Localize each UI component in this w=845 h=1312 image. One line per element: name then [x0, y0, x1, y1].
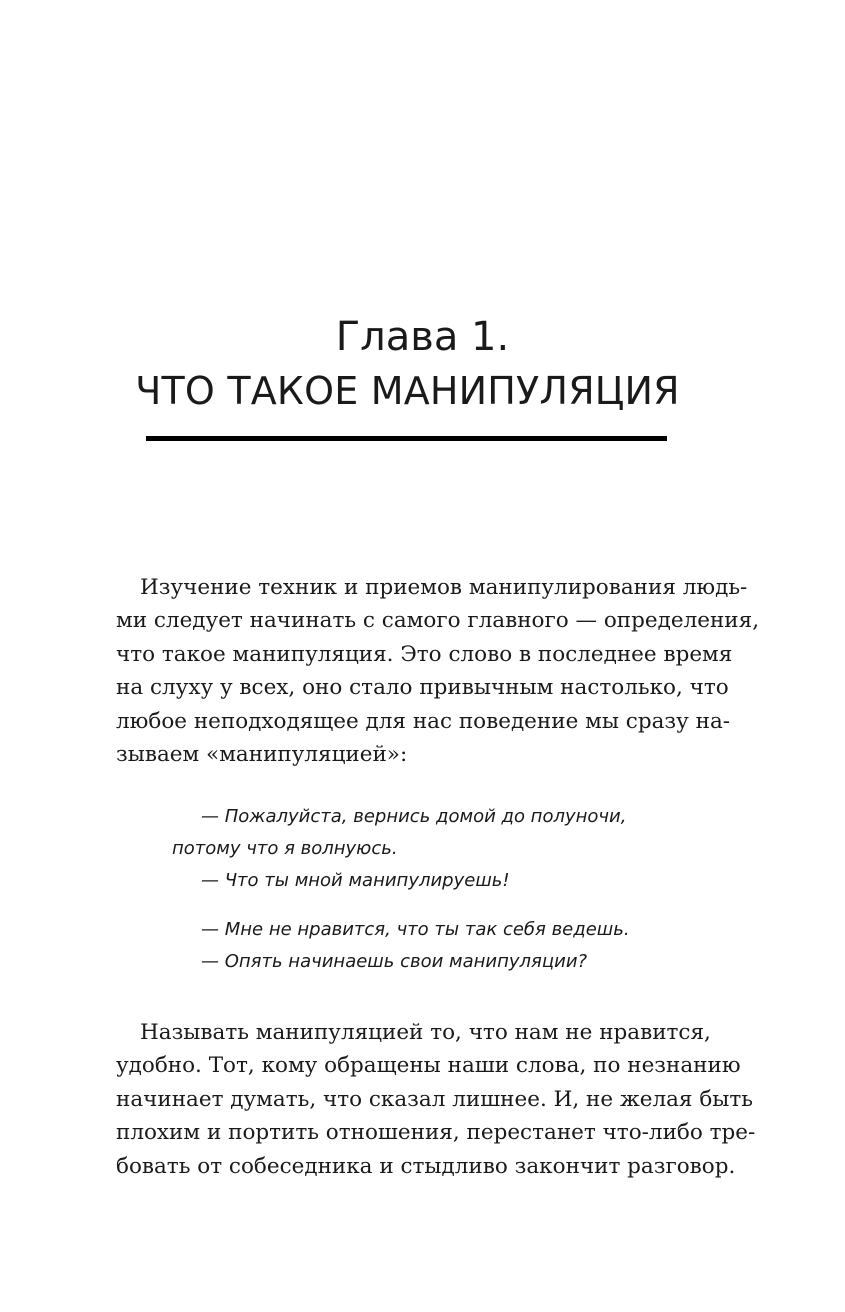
- text-line: ми следует начинать с самого главного — определения,: [116, 608, 760, 634]
- text-line: любое неподходящее для нас поведение мы сразу на-: [116, 708, 731, 734]
- dialogue-line: — Опять начинаешь свои манипуляции?: [201, 951, 588, 972]
- intro-paragraph: [116, 571, 760, 771]
- text-line: плохим и портить отношения, перестанет что-либо тре-: [116, 1120, 756, 1146]
- dialogue-example-2: [172, 914, 692, 978]
- closing-paragraph: [116, 1016, 756, 1183]
- chapter-title: ЧТО ТАКОЕ МАНИПУЛЯЦИЯ: [135, 369, 680, 413]
- dialogue-line: потому что я волнуюсь.: [172, 838, 398, 859]
- text-line: зываем «манипуляцией»:: [116, 742, 408, 768]
- chapter-label: Глава 1.: [335, 314, 510, 360]
- text-line: что такое манипуляция. Это слово в последнее время: [116, 641, 733, 667]
- text-line: бовать от собеседника и стыдливо закончит разговор.: [116, 1153, 736, 1179]
- text-line: Называть манипуляцией то, что нам не нравится,: [140, 1020, 711, 1045]
- title-rule: [146, 436, 667, 441]
- dialogue-example-1: [172, 801, 692, 897]
- text-line: удобно. Тот, кому обращены наши слова, по незнанию: [116, 1053, 741, 1079]
- text-line: на слуху у всех, оно стало привычным настолько, что: [116, 675, 729, 701]
- text-line: начинает думать, что сказал лишнее. И, не желая быть: [116, 1086, 753, 1112]
- dialogue-line: — Пожалуйста, вернись домой до полуночи,: [201, 806, 627, 827]
- text-line: Изучение техник и приемов манипулирования людь-: [140, 575, 748, 600]
- dialogue-line: — Что ты мной манипулируешь!: [201, 870, 510, 891]
- dialogue-line: — Мне не нравится, что ты так себя ведешь.: [201, 919, 630, 940]
